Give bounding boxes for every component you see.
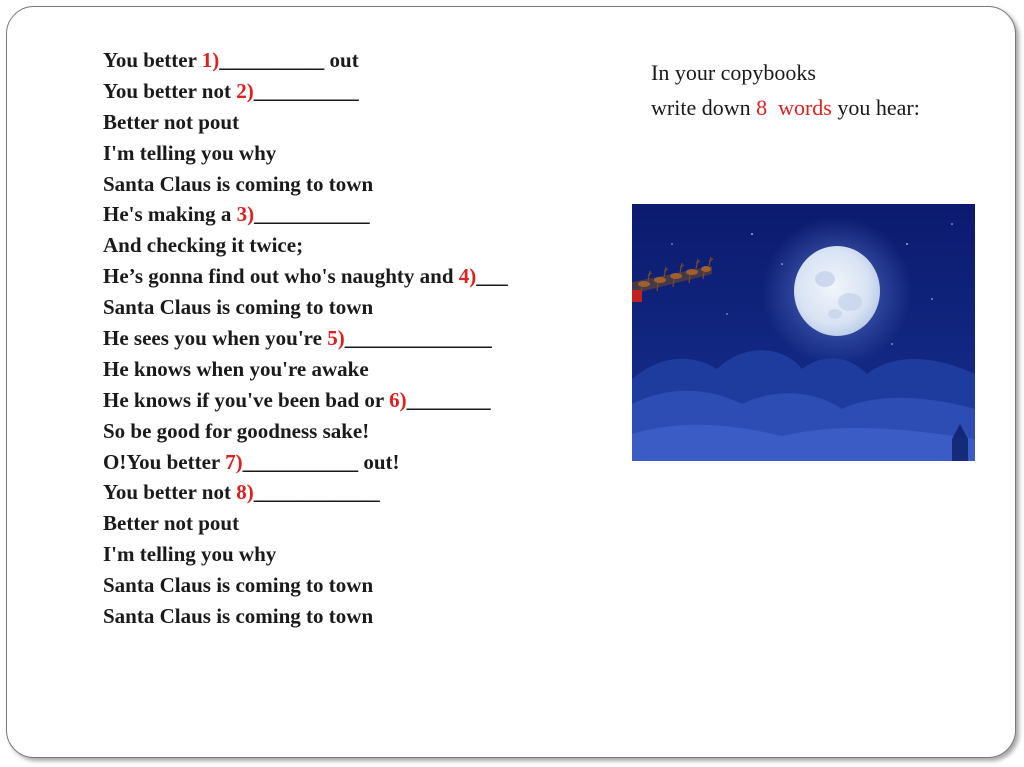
- lyric-line: [103, 76, 623, 107]
- lyric-line: [103, 416, 623, 447]
- lyric-text: You better not: [103, 480, 237, 505]
- lyric-text: Santa Claus is coming to town: [103, 295, 374, 320]
- lyric-line: [103, 292, 623, 323]
- lyric-line: [103, 570, 623, 601]
- instruction-line-2: [651, 90, 991, 125]
- blank-number: 1): [201, 48, 220, 72]
- lyric-line: [103, 447, 623, 478]
- lyric-line: [103, 477, 623, 508]
- instruction-line-1: In your copybooks: [651, 60, 816, 85]
- blank-number: 4): [458, 264, 477, 289]
- lyrics-list: [103, 45, 623, 632]
- lyric-text: And checking it twice;: [103, 233, 304, 258]
- lyric-line: [103, 354, 623, 385]
- lyric-text: You better not: [103, 78, 237, 103]
- lyric-text: Santa Claus is coming to town: [103, 171, 374, 196]
- lyric-line: [103, 199, 623, 230]
- lyric-text: He's making a: [103, 202, 237, 227]
- lyric-text: ___: [476, 264, 508, 289]
- lyric-text: Better not pout: [103, 109, 240, 134]
- lyric-line: [103, 385, 623, 416]
- lyric-line: [103, 323, 623, 354]
- blank-number: 3): [236, 202, 255, 227]
- lyric-text: So be good for goodness sake!: [103, 418, 370, 443]
- lyric-line: [103, 230, 623, 261]
- lyric-line: [103, 539, 623, 570]
- lyric-text: __________ out: [219, 48, 359, 72]
- lyric-text: He sees you when you're: [103, 326, 328, 351]
- lyric-text: __________: [253, 78, 359, 103]
- santa-sleigh-moon-icon: [632, 204, 975, 461]
- lyric-line: [103, 45, 623, 76]
- instruction-text: [651, 55, 991, 125]
- lyric-line: [103, 601, 623, 632]
- instruction-suffix: you hear:: [831, 95, 920, 120]
- lyric-text: O!You better: [103, 449, 226, 474]
- lyric-text: ______________: [344, 326, 492, 351]
- blank-number: 2): [236, 78, 254, 103]
- lyric-text: He knows if you've been bad or: [103, 387, 390, 412]
- lyric-text: Santa Claus is coming to town: [103, 573, 374, 598]
- lyric-line: [103, 107, 623, 138]
- lyric-text: He’s gonna find out who's naughty and: [103, 264, 459, 289]
- lyric-text: You better: [103, 48, 202, 72]
- lyric-text: ____________: [253, 480, 380, 505]
- lyric-text: ___________: [254, 202, 370, 227]
- lyric-text: I'm telling you why: [103, 542, 277, 567]
- lyric-text: Santa Claus is coming to town: [103, 604, 374, 629]
- lyric-text: ___________ out!: [242, 449, 400, 474]
- word-count: 8: [756, 95, 768, 120]
- blank-number: 6): [389, 387, 407, 412]
- lyric-line: [103, 169, 623, 200]
- words-highlight: words: [778, 95, 832, 120]
- blank-number: 7): [225, 449, 243, 474]
- blank-number: 5): [327, 326, 345, 351]
- lyric-text: He knows when you're awake: [103, 356, 369, 381]
- lyric-line: [103, 138, 623, 169]
- lyric-text: ________: [406, 387, 491, 412]
- lyric-line: [103, 508, 623, 539]
- lyric-text: Better not pout: [103, 511, 240, 536]
- instruction-prefix: write down: [651, 95, 757, 120]
- lyric-text: I'm telling you why: [103, 140, 277, 165]
- blank-number: 8): [236, 480, 254, 505]
- lyric-line: [103, 261, 623, 292]
